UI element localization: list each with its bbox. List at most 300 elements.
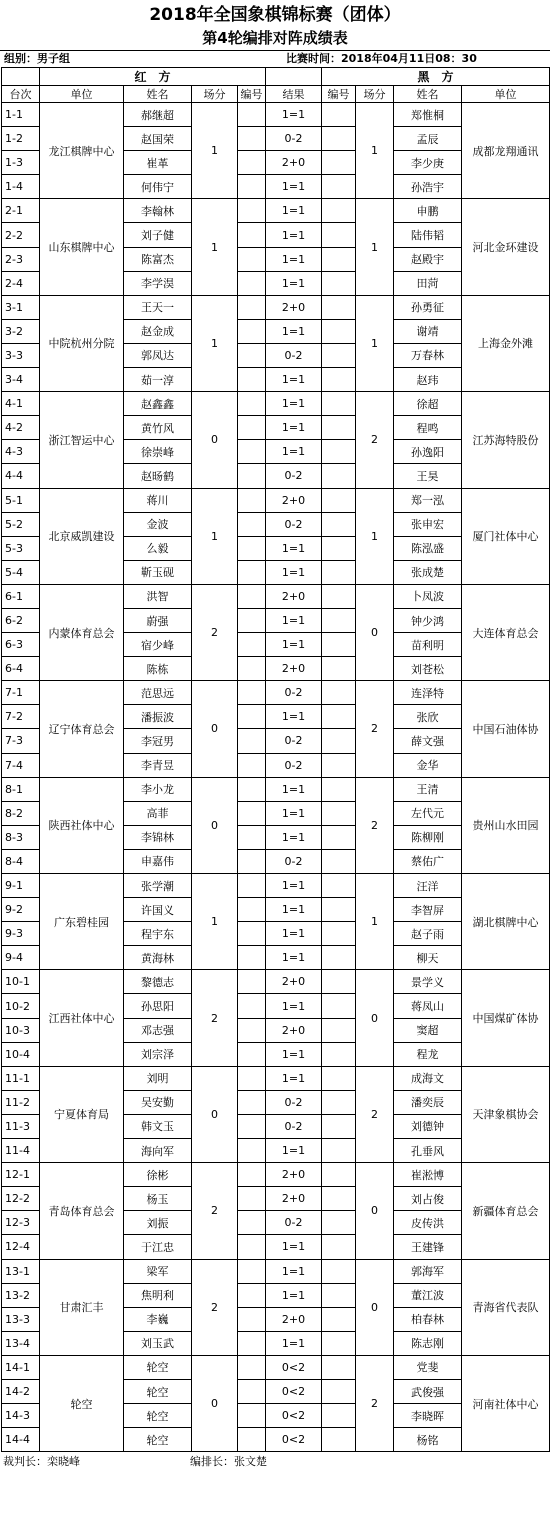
board-result: 0-2: [266, 127, 322, 151]
black-player-number: [322, 536, 356, 560]
board-number: 1-1: [2, 103, 40, 127]
red-player: 刘宗泽: [124, 1042, 192, 1066]
red-player-number: [238, 1090, 266, 1114]
board-result: 2+0: [266, 488, 322, 512]
board-result: 1=1: [266, 1066, 322, 1090]
red-player-number: [238, 729, 266, 753]
footer: [0, 1452, 550, 1472]
board-number: 11-4: [2, 1139, 40, 1163]
info-bar: [0, 50, 550, 67]
red-player-number: [238, 295, 266, 319]
board-result: 1=1: [266, 705, 322, 729]
board-number: 11-2: [2, 1090, 40, 1114]
black-player: 孙勇征: [394, 295, 462, 319]
red-player: 茹一淳: [124, 368, 192, 392]
board-result: 1=1: [266, 560, 322, 584]
black-player-number: [322, 1307, 356, 1331]
red-player-number: [238, 608, 266, 632]
red-player-number: [238, 488, 266, 512]
black-player: 皮传洪: [394, 1211, 462, 1235]
black-unit: 厦门社体中心: [462, 488, 550, 584]
report-subtitle: 第4轮编排对阵成绩表: [202, 29, 348, 47]
board-result: 1=1: [266, 1042, 322, 1066]
black-player-number: [322, 151, 356, 175]
black-player-number: [322, 1404, 356, 1428]
black-player-number: [322, 1379, 356, 1403]
red-player-number: [238, 536, 266, 560]
black-player-number: [322, 1211, 356, 1235]
black-player: 赵子雨: [394, 922, 462, 946]
black-player: 郑一泓: [394, 488, 462, 512]
black-player-number: [322, 440, 356, 464]
black-player: 程鸣: [394, 416, 462, 440]
red-player-number: [238, 633, 266, 657]
black-player-number: [322, 994, 356, 1018]
black-player-number: [322, 223, 356, 247]
red-unit: 轮空: [40, 1355, 124, 1451]
black-player: 潘奕辰: [394, 1090, 462, 1114]
black-player-number: [322, 946, 356, 970]
red-player: 轮空: [124, 1379, 192, 1403]
red-unit: 北京威凯建设: [40, 488, 124, 584]
board-number: 7-2: [2, 705, 40, 729]
red-unit: 青岛体育总会: [40, 1163, 124, 1259]
board-result: 1=1: [266, 874, 322, 898]
board-number: 3-2: [2, 319, 40, 343]
red-player: 刘子健: [124, 223, 192, 247]
red-player: 李翰林: [124, 199, 192, 223]
black-unit: 新疆体育总会: [462, 1163, 550, 1259]
red-unit: 甘肃汇丰: [40, 1259, 124, 1355]
black-team-score: 0: [356, 584, 394, 680]
board-number: 2-3: [2, 247, 40, 271]
black-player-number: [322, 1355, 356, 1379]
red-player: 洪智: [124, 584, 192, 608]
black-team-score: 2: [356, 1066, 394, 1162]
black-player: 党斐: [394, 1355, 462, 1379]
red-player-number: [238, 416, 266, 440]
black-player-number: [322, 271, 356, 295]
side-row: [2, 68, 550, 86]
black-player-number: [322, 199, 356, 223]
red-player: 轮空: [124, 1355, 192, 1379]
red-player: 张学潮: [124, 874, 192, 898]
board-number: 12-4: [2, 1235, 40, 1259]
board-result: 1=1: [266, 633, 322, 657]
header-result: 结果: [266, 86, 322, 103]
board-result: 0-2: [266, 1211, 322, 1235]
table-row: [2, 1259, 550, 1283]
red-player-number: [238, 1187, 266, 1211]
black-player-number: [322, 1283, 356, 1307]
black-player: 陆伟韬: [394, 223, 462, 247]
black-unit: 湖北棋牌中心: [462, 874, 550, 970]
board-number: 5-2: [2, 512, 40, 536]
black-player: 汪洋: [394, 874, 462, 898]
board-number: 7-4: [2, 753, 40, 777]
board-number: 6-2: [2, 608, 40, 632]
red-team-score: 0: [192, 1066, 238, 1162]
black-player-number: [322, 825, 356, 849]
black-player: 蒋凤山: [394, 994, 462, 1018]
red-player-number: [238, 1211, 266, 1235]
black-player: 徐超: [394, 392, 462, 416]
red-player: 刘振: [124, 1211, 192, 1235]
red-player-number: [238, 1404, 266, 1428]
red-player: 李学淏: [124, 271, 192, 295]
board-number: 3-3: [2, 343, 40, 367]
black-player: 柏春林: [394, 1307, 462, 1331]
header-red-score: 场分: [192, 86, 238, 103]
black-player: 万春林: [394, 343, 462, 367]
black-player-number: [322, 633, 356, 657]
red-player-number: [238, 777, 266, 801]
red-unit: 浙江智运中心: [40, 392, 124, 488]
board-result: 2+0: [266, 1307, 322, 1331]
board-result: 1=1: [266, 199, 322, 223]
black-player-number: [322, 247, 356, 271]
black-unit: 中国煤矿体协: [462, 970, 550, 1066]
board-number: 9-4: [2, 946, 40, 970]
board-result: 1=1: [266, 898, 322, 922]
header-board: 台次: [2, 86, 40, 103]
red-player: 郭凤达: [124, 343, 192, 367]
black-team-score: 1: [356, 199, 394, 295]
red-player: 黄海林: [124, 946, 192, 970]
red-player: 崔革: [124, 151, 192, 175]
black-player: 连泽特: [394, 681, 462, 705]
board-number: 14-1: [2, 1355, 40, 1379]
black-team-score: 1: [356, 874, 394, 970]
board-result: 1=1: [266, 1139, 322, 1163]
red-player: 徐彬: [124, 1163, 192, 1187]
red-player-number: [238, 319, 266, 343]
black-player: 王清: [394, 777, 462, 801]
black-player: 薛文强: [394, 729, 462, 753]
red-team-score: 2: [192, 584, 238, 680]
black-player-number: [322, 681, 356, 705]
black-unit: 贵州山水田园: [462, 777, 550, 873]
black-unit: 天津象棋协会: [462, 1066, 550, 1162]
header-black-number: 编号: [322, 86, 356, 103]
red-player-number: [238, 801, 266, 825]
board-number: 5-4: [2, 560, 40, 584]
black-team-score: 2: [356, 392, 394, 488]
black-player: 刘占俊: [394, 1187, 462, 1211]
board-number: 13-4: [2, 1331, 40, 1355]
board-result: 1=1: [266, 1259, 322, 1283]
board-result: 1=1: [266, 777, 322, 801]
red-team-score: 1: [192, 874, 238, 970]
group-label: 组别：男子组: [4, 52, 70, 65]
black-player: 申鹏: [394, 199, 462, 223]
black-player: 卜凤波: [394, 584, 462, 608]
red-player: 赵国荣: [124, 127, 192, 151]
black-team-score: 1: [356, 103, 394, 199]
board-number: 2-4: [2, 271, 40, 295]
red-player: 陈富杰: [124, 247, 192, 271]
red-player: 蒋川: [124, 488, 192, 512]
red-player-number: [238, 1018, 266, 1042]
header-row: [2, 86, 550, 103]
black-player: 左代元: [394, 801, 462, 825]
black-unit: 青海省代表队: [462, 1259, 550, 1355]
black-player: 王昊: [394, 464, 462, 488]
red-player: 韩文玉: [124, 1114, 192, 1138]
black-player-number: [322, 1114, 356, 1138]
black-player: 杨铭: [394, 1428, 462, 1452]
red-player-number: [238, 657, 266, 681]
red-player-number: [238, 247, 266, 271]
table-row: [2, 777, 550, 801]
red-player-number: [238, 1331, 266, 1355]
black-player-number: [322, 898, 356, 922]
black-player: 郭海军: [394, 1259, 462, 1283]
black-player-number: [322, 729, 356, 753]
black-player-number: [322, 608, 356, 632]
board-result: 1=1: [266, 801, 322, 825]
black-team-score: 0: [356, 1163, 394, 1259]
black-player-number: [322, 1235, 356, 1259]
black-player-number: [322, 488, 356, 512]
board-number: 9-1: [2, 874, 40, 898]
board-number: 13-1: [2, 1259, 40, 1283]
table-row: [2, 488, 550, 512]
red-unit: 广东碧桂园: [40, 874, 124, 970]
red-player-number: [238, 1379, 266, 1403]
black-player-number: [322, 753, 356, 777]
black-team-score: 2: [356, 681, 394, 777]
table-row: [2, 1355, 550, 1379]
red-player-number: [238, 1259, 266, 1283]
black-player-number: [322, 319, 356, 343]
black-player: 孙逸阳: [394, 440, 462, 464]
board-result: 2+0: [266, 657, 322, 681]
black-player-number: [322, 175, 356, 199]
red-player-number: [238, 825, 266, 849]
red-player: 海向军: [124, 1139, 192, 1163]
red-player: 蔚强: [124, 608, 192, 632]
board-number: 12-3: [2, 1211, 40, 1235]
board-number: 8-3: [2, 825, 40, 849]
black-player-number: [322, 103, 356, 127]
report-title: 2018年全国象棋锦标赛（团体）: [149, 5, 401, 25]
board-number: 8-4: [2, 849, 40, 873]
black-player: 陈泓盛: [394, 536, 462, 560]
black-unit: 大连体育总会: [462, 584, 550, 680]
board-number: 1-3: [2, 151, 40, 175]
red-player: 陈栋: [124, 657, 192, 681]
board-result: 0-2: [266, 729, 322, 753]
table-row: [2, 1163, 550, 1187]
board-result: 1=1: [266, 994, 322, 1018]
red-player: 赵金成: [124, 319, 192, 343]
board-number: 3-4: [2, 368, 40, 392]
board-result: 2+0: [266, 1187, 322, 1211]
board-result: 1=1: [266, 103, 322, 127]
board-number: 2-1: [2, 199, 40, 223]
chief-referee: 裁判长：栾晓峰: [3, 1455, 80, 1469]
red-unit: 龙江棋牌中心: [40, 103, 124, 199]
board-number: 14-4: [2, 1428, 40, 1452]
red-player: 李冠男: [124, 729, 192, 753]
board-number: 6-4: [2, 657, 40, 681]
red-player: 焦明利: [124, 1283, 192, 1307]
black-player: 董江波: [394, 1283, 462, 1307]
red-player-number: [238, 705, 266, 729]
board-result: 1=1: [266, 536, 322, 560]
black-player-number: [322, 657, 356, 681]
black-player-number: [322, 464, 356, 488]
header-red-name: 姓名: [124, 86, 192, 103]
red-player: 轮空: [124, 1404, 192, 1428]
red-team-score: 2: [192, 970, 238, 1066]
red-unit: 宁夏体育局: [40, 1066, 124, 1162]
board-result: 1=1: [266, 1331, 322, 1355]
black-team-score: 0: [356, 1259, 394, 1355]
board-result: 1=1: [266, 271, 322, 295]
black-player-number: [322, 849, 356, 873]
red-player: 高菲: [124, 801, 192, 825]
board-number: 10-4: [2, 1042, 40, 1066]
board-number: 14-2: [2, 1379, 40, 1403]
board-number: 4-1: [2, 392, 40, 416]
black-player-number: [322, 512, 356, 536]
board-result: 1=1: [266, 946, 322, 970]
black-team-score: 2: [356, 1355, 394, 1451]
red-player-number: [238, 1139, 266, 1163]
red-team-score: 0: [192, 777, 238, 873]
red-unit: 山东棋牌中心: [40, 199, 124, 295]
black-player: 李少庚: [394, 151, 462, 175]
black-player: 李智屏: [394, 898, 462, 922]
table-row: [2, 103, 550, 127]
red-player-number: [238, 1355, 266, 1379]
board-result: 0<2: [266, 1379, 322, 1403]
board-result: 2+0: [266, 584, 322, 608]
header-black-unit: 单位: [462, 86, 550, 103]
red-player-number: [238, 151, 266, 175]
board-result: 1=1: [266, 922, 322, 946]
board-number: 8-2: [2, 801, 40, 825]
black-player-number: [322, 1259, 356, 1283]
black-player-number: [322, 1139, 356, 1163]
red-player-number: [238, 874, 266, 898]
red-player-number: [238, 464, 266, 488]
board-number: 10-1: [2, 970, 40, 994]
red-player-number: [238, 127, 266, 151]
red-player: 程宇东: [124, 922, 192, 946]
black-player-number: [322, 416, 356, 440]
red-player-number: [238, 753, 266, 777]
board-result: 1=1: [266, 440, 322, 464]
board-number: 9-2: [2, 898, 40, 922]
red-team-score: 1: [192, 199, 238, 295]
black-player: 蔡佑广: [394, 849, 462, 873]
board-number: 4-2: [2, 416, 40, 440]
red-player-number: [238, 392, 266, 416]
red-team-score: 1: [192, 488, 238, 584]
red-player: 范思远: [124, 681, 192, 705]
black-player-number: [322, 560, 356, 584]
board-result: 1=1: [266, 825, 322, 849]
black-player-number: [322, 970, 356, 994]
table-row: [2, 295, 550, 319]
board-result: 2+0: [266, 1163, 322, 1187]
black-player: 崔淞博: [394, 1163, 462, 1187]
red-player: 黄竹风: [124, 416, 192, 440]
red-player-number: [238, 681, 266, 705]
red-player: 王天一: [124, 295, 192, 319]
black-player-number: [322, 1187, 356, 1211]
black-player: 孙浩宇: [394, 175, 462, 199]
black-player: 陈柳刚: [394, 825, 462, 849]
board-result: 0-2: [266, 512, 322, 536]
red-player-number: [238, 1235, 266, 1259]
red-player-number: [238, 103, 266, 127]
red-player: 轮空: [124, 1428, 192, 1452]
red-player: 赵旸鹤: [124, 464, 192, 488]
black-player: 王建锋: [394, 1235, 462, 1259]
board-number: 2-2: [2, 223, 40, 247]
red-player-number: [238, 922, 266, 946]
red-player-number: [238, 440, 266, 464]
board-number: 9-3: [2, 922, 40, 946]
board-result: 0<2: [266, 1404, 322, 1428]
red-player: 赵鑫鑫: [124, 392, 192, 416]
black-player-number: [322, 777, 356, 801]
black-player: 张成楚: [394, 560, 462, 584]
black-player: 张申宏: [394, 512, 462, 536]
black-player: 谢靖: [394, 319, 462, 343]
board-number: 14-3: [2, 1404, 40, 1428]
header-black-name: 姓名: [394, 86, 462, 103]
red-unit: 陕西社体中心: [40, 777, 124, 873]
board-result: 0-2: [266, 1114, 322, 1138]
black-player: 赵玮: [394, 368, 462, 392]
black-player-number: [322, 1042, 356, 1066]
results-table: [1, 67, 550, 1452]
board-result: 0<2: [266, 1428, 322, 1452]
red-player: 徐崇峰: [124, 440, 192, 464]
board-number: 1-4: [2, 175, 40, 199]
black-unit: 河北金环建设: [462, 199, 550, 295]
board-result: 0-2: [266, 681, 322, 705]
board-number: 13-3: [2, 1307, 40, 1331]
red-team-score: 2: [192, 1163, 238, 1259]
board-number: 11-3: [2, 1114, 40, 1138]
black-team-score: 1: [356, 295, 394, 391]
black-player: 孔垂风: [394, 1139, 462, 1163]
black-team-score: 1: [356, 488, 394, 584]
black-team-score: 2: [356, 777, 394, 873]
table-row: [2, 970, 550, 994]
red-player-number: [238, 271, 266, 295]
header-red-unit: 单位: [40, 86, 124, 103]
red-player-number: [238, 1163, 266, 1187]
match-time: 比赛时间：2018年04月11日08：30: [286, 52, 477, 65]
board-result: 2+0: [266, 295, 322, 319]
board-number: 12-2: [2, 1187, 40, 1211]
black-player-number: [322, 1090, 356, 1114]
red-player-number: [238, 512, 266, 536]
table-row: [2, 681, 550, 705]
board-number: 4-4: [2, 464, 40, 488]
red-team-score: 1: [192, 295, 238, 391]
chief-arranger: 编排长：张文楚: [190, 1455, 267, 1469]
red-player: 许国义: [124, 898, 192, 922]
black-player: 窦超: [394, 1018, 462, 1042]
